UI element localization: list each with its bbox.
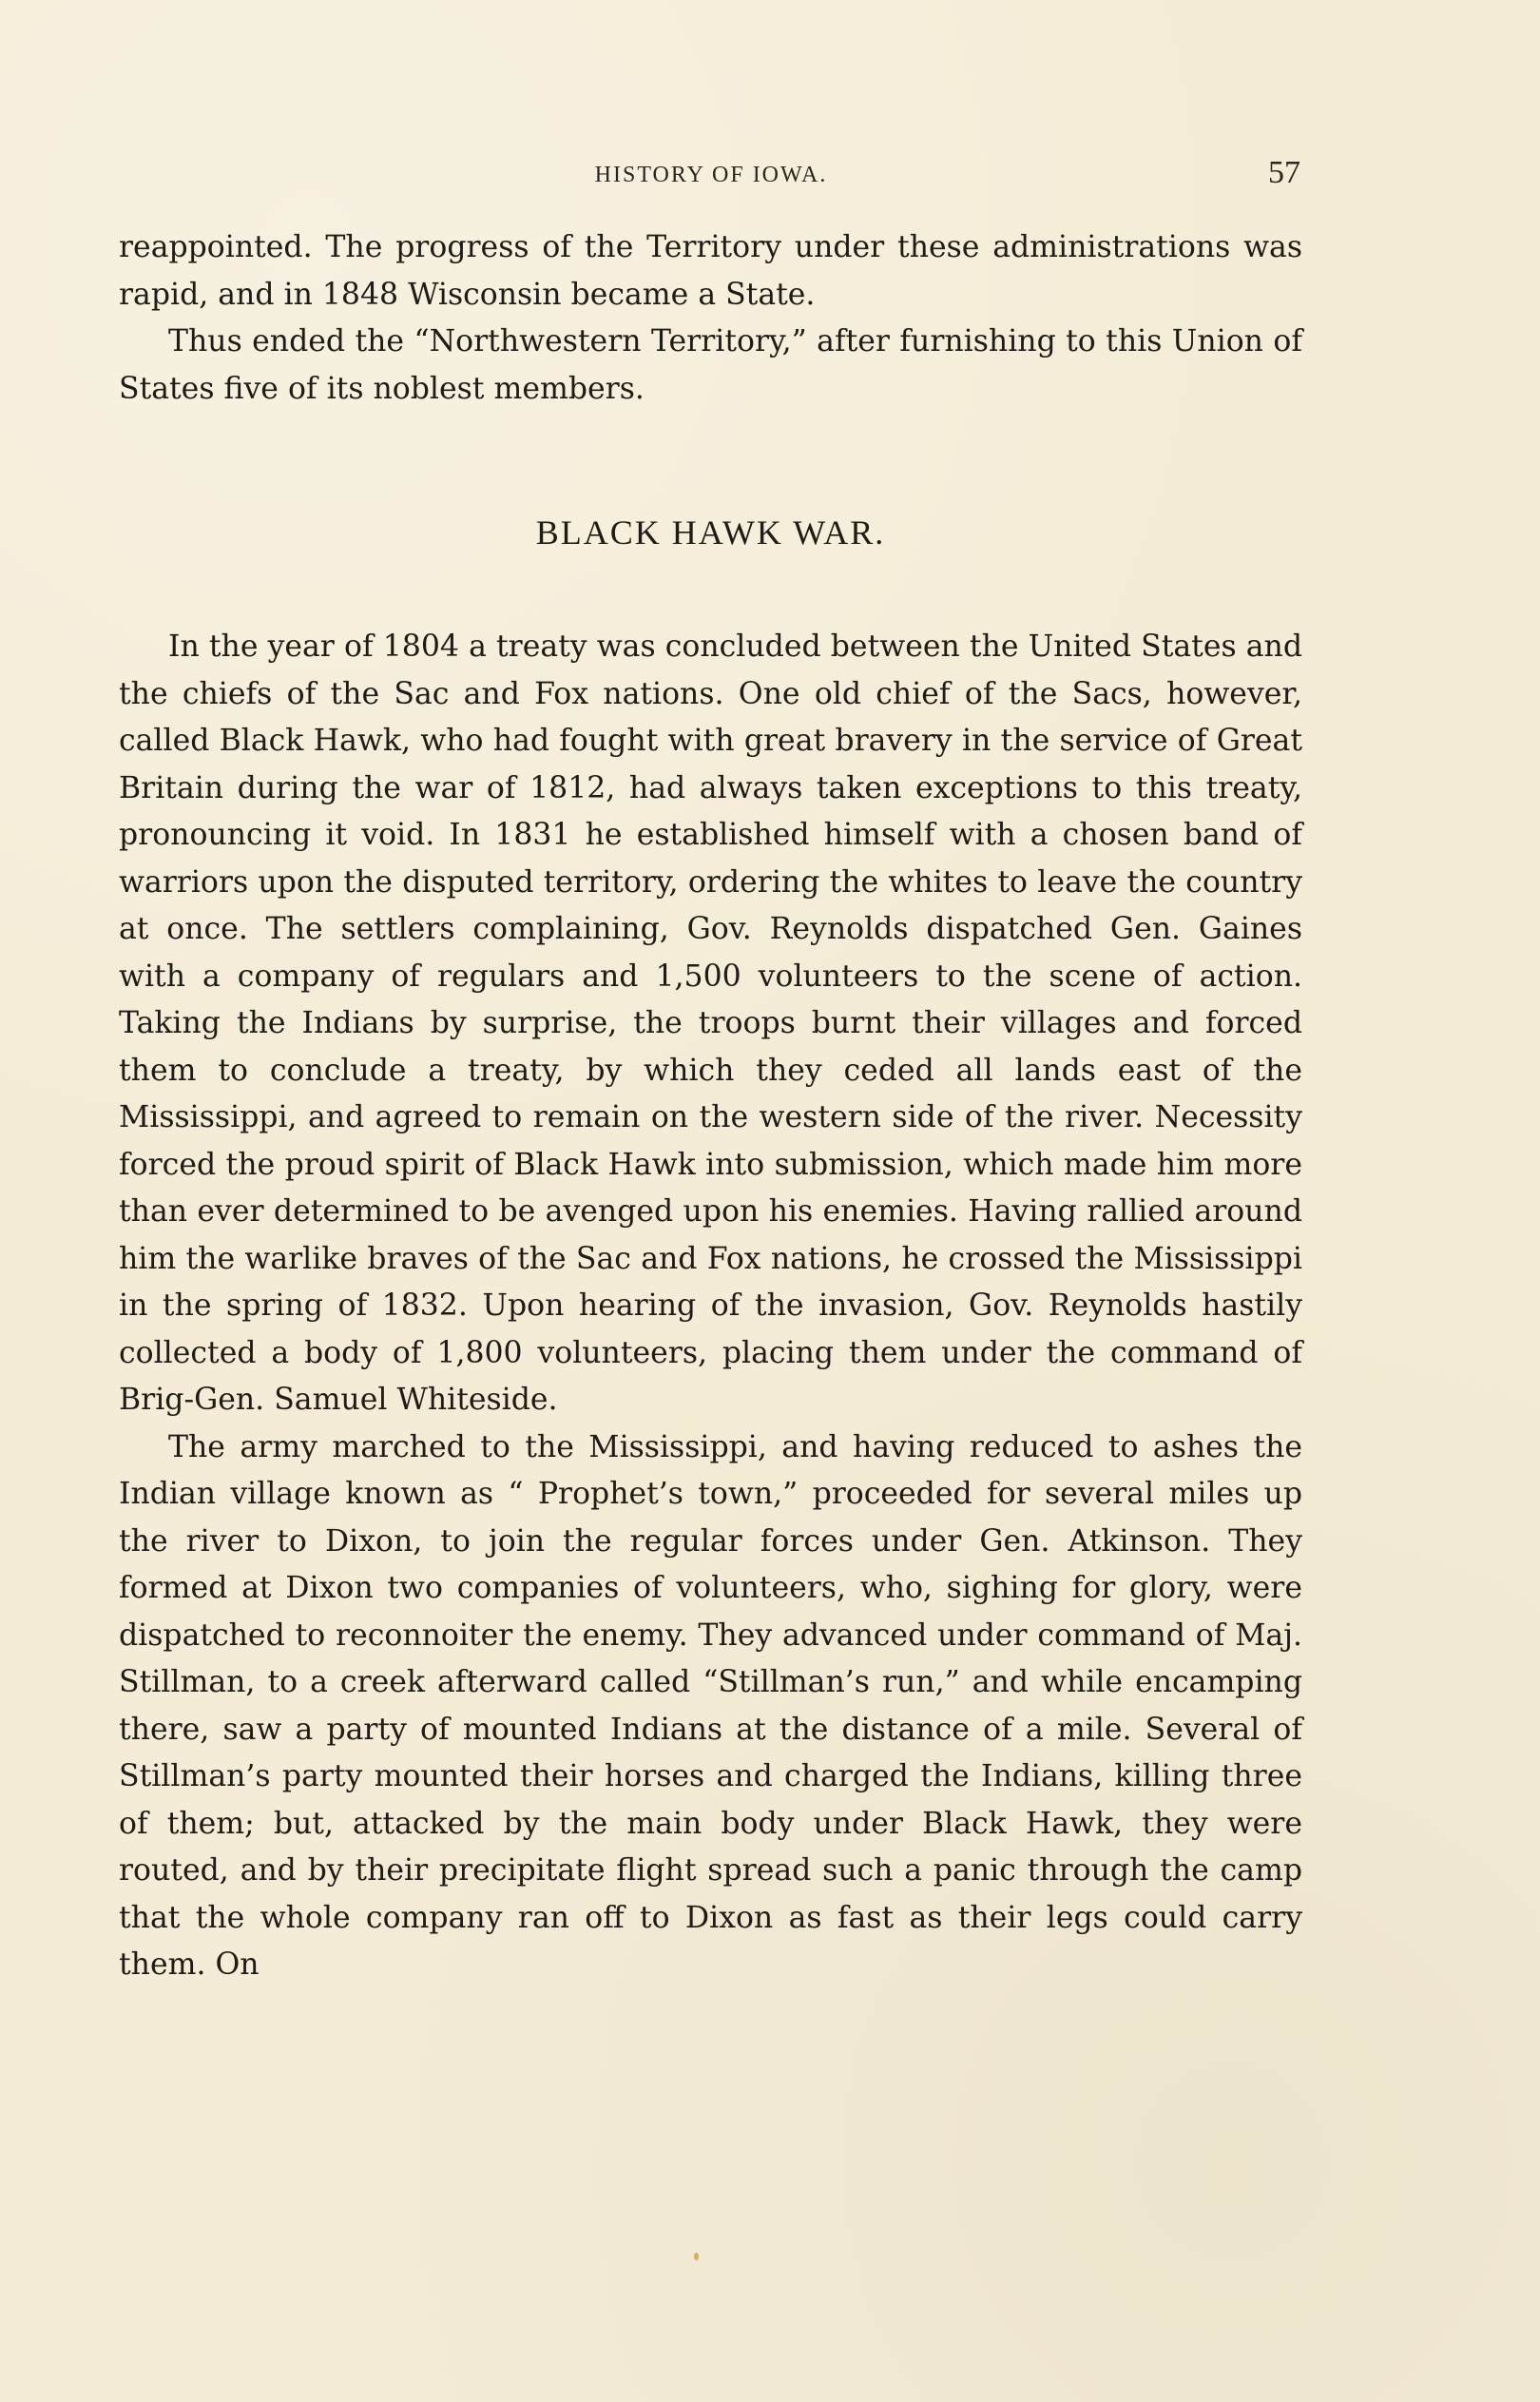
closing-paragraph: Thus ended the “Northwestern Territory,” after furnishing to this Union of States five of its noblest members. [119, 324, 1302, 406]
page-content [119, 224, 1302, 1989]
section-paragraph: In the year of 1804 a treaty was concluded between the United States and the chiefs of the Sac and Fox nations. One old chief of the Sacs, however, called Black Hawk, who had fought with great bravery in the service of Great Britain during the war of 1812, had always taken exceptions to this treaty, pronouncing it void. In 1831 he established himself with a chosen band of warriors upon the disputed territory, ordering the whites to leave the country at once. The settlers complaining, Gov. Reynolds dispatched Gen. Gaines with a company of regulars and 1,500 volunteers to the scene of action. Taking the Indians by surprise, the troops burnt their villages and forced them to conclude a treaty, by which they ceded all lands east of the Mississippi, and agreed to remain on the western side of the river. Necessity forced the proud spirit of Black Hawk into submission, which made him more than ever determined to be avenged upon his enemies. Having rallied around him the warlike braves of the Sac and Fox nations, he crossed the Mississippi in the spring of 1832. Upon hearing of the invasion, Gov. Reynolds hastily collected a body of 1,800 volunteers, placing them under the command of Brig-Gen. Samuel Whiteside. [119, 630, 1302, 1417]
section-heading: BLACK HAWK WAR. [535, 513, 886, 552]
continued-paragraph: reappointed. The progress of the Territory under these administrations was rapid, and in 1848 Wisconsin became a State. [119, 230, 1302, 312]
running-title: HISTORY OF IOWA. [594, 163, 828, 187]
running-head [122, 155, 1300, 206]
page-number: 57 [1268, 155, 1300, 190]
section-paragraph: The army marched to the Mississippi, and having reduced to ashes the Indian village known as “ Prophet’s town,” proceeded for several miles up the river to Dixon, to join the regular forces under Gen. Atkinson. They formed at Dixon two companies of volunteers, who, sighing for glory, were dispatched to reconnoiter the enemy. They advanced under command of Maj. Stillman, to a creek afterward called “Stillman’s run,” and while encamping there, saw a party of mounted Indians at the distance of a mile. Several of Stillman’s party mounted their horses and charged the Indians, killing three of them; but, attacked by the main body under Black Hawk, they were routed, and by their precipitate flight spread such a panic through the camp that the whole company ran off to Dixon as fast as their legs could carry them. On [119, 1429, 1302, 1982]
page-speck [694, 2253, 699, 2260]
